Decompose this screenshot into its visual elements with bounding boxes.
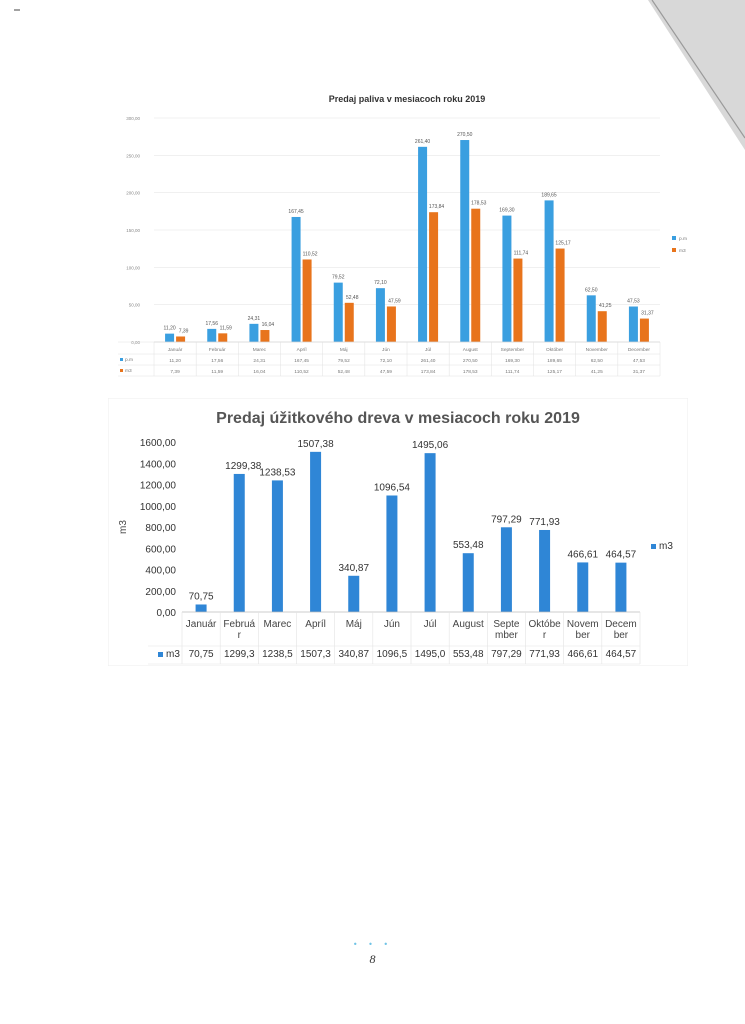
chart1-table-cell-m3: 41,25 [590,370,603,375]
chart2-bar-m3 [272,480,283,612]
chart1-table-cell-m3: 52,48 [337,370,350,375]
chart1-category-label: December [627,348,650,353]
chart1-category-label: Marec [252,348,267,353]
chart2-bar-m3 [425,453,436,612]
chart2-data-label: 70,75 [188,591,214,603]
chart1-bar-pm [376,288,385,342]
chart1-data-label-m3: 52,48 [345,294,359,301]
chart1-y-tick-label: 300,00 [126,116,140,121]
chart1-data-label-pm: 72,10 [374,280,387,287]
chart2-category-label: ber [613,630,629,641]
chart2-y-tick-label: 1000,00 [139,501,176,513]
chart1-data-label-pm: 47,53 [627,298,640,305]
chart2-category-label: Novem [566,619,599,630]
chart2-legend-label-m3: m3 [659,541,673,552]
chart1-table-cell-pm: 24,31 [253,359,266,364]
chart1-data-label-pm: 11,20 [163,325,176,332]
chart2-category-label: mber [495,630,518,641]
chart2-legend-swatch-m3 [651,544,656,549]
chart1-category-label: Február [208,348,226,353]
chart2-category-label: Máj [345,619,362,630]
chart2-category-label: r [542,630,547,641]
chart1-title: Predaj paliva v mesiacoch roku 2019 [328,94,486,104]
chart2-table-cell-m3: 464,57 [605,649,637,660]
chart2-category-label: Septe [493,619,520,630]
chart1-bar-m3 [640,319,649,342]
chart2-table-cell-m3: 797,29 [491,649,522,660]
chart1-data-label-pm: 79,52 [331,274,345,281]
chart1-data-label-pm: 189,65 [541,192,557,199]
chart1-category-label: Jún [382,348,390,353]
chart2-data-label: 466,61 [567,549,599,561]
chart2-y-tick-label: 1200,00 [139,480,176,492]
chart2-data-label: 1096,54 [373,482,410,494]
chart1-category-label: Júl [425,348,432,353]
chart1-data-label-pm: 169,30 [499,207,515,214]
chart2-y-tick-label: 0,00 [156,608,176,619]
chart1-legend-label-pm: p.m [679,237,687,242]
chart2-title: Predaj úžitkového dreva v mesiacoch roku 2019 [216,410,580,427]
fuel-sales-chart-svg [112,84,702,384]
chart1-bar-m3 [513,259,522,342]
chart1-bar-m3 [471,209,480,342]
chart1-legend-swatch-m3 [672,248,676,252]
chart1-data-label-m3: 111,74 [513,250,529,257]
chart2-y-tick-label: 800,00 [145,523,176,534]
chart2-table-cell-m3: 1299,3 [223,649,255,660]
chart1-data-label-m3: 41,25 [598,303,612,310]
chart1-table-cell-pm: 17,56 [211,359,224,364]
chart1-category-label: Október [546,348,564,353]
chart1-bar-pm [460,140,469,342]
chart1-table-cell-m3: 125,17 [547,370,562,375]
chart1-table-cell-m3: 47,59 [379,370,392,375]
chart1-legend-swatch-pm [672,236,676,240]
chart2-category-label: Jún [383,619,400,630]
chart2-data-label: 771,93 [529,516,560,528]
fuel-sales-chart [112,84,702,384]
chart1-table-cell-pm: 189,65 [547,359,562,364]
chart1-data-label-m3: 31,37 [641,310,654,317]
chart2-table-cell-m3: 1096,5 [376,649,408,660]
chart1-category-label: August [462,348,478,353]
chart1-category-label: Január [167,348,183,353]
chart2-bar-m3 [463,553,474,612]
chart2-category-label: Februá [223,619,256,630]
chart1-data-label-pm: 261,40 [414,138,431,145]
chart2-bar-m3 [234,474,245,612]
chart1-bar-pm [249,324,258,342]
chart2-table-cell-m3: 1507,3 [300,649,331,660]
chart1-data-label-m3: 7,39 [178,328,189,335]
chart1-table-key-m3 [120,369,123,372]
chart1-y-tick-label: 150,00 [126,228,140,233]
chart1-table-cell-pm: 169,30 [505,359,520,364]
chart1-legend-label-m3: m3 [679,249,686,254]
chart2-table-cell-m3: 340,87 [338,649,370,660]
chart1-bar-pm [502,216,511,342]
chart1-table-cell-pm: 11,20 [169,359,181,364]
chart1-category-label: Apríl [296,348,307,353]
chart1-data-label-m3: 110,52 [302,251,318,258]
chart1-data-label-pm: 270,50 [457,132,473,139]
chart1-table-row-label-pm: p.m [125,358,133,363]
timber-sales-chart [108,398,688,666]
chart1-table-cell-pm: 167,45 [294,359,309,364]
chart1-table-cell-pm: 62,50 [590,359,603,364]
chart2-table-cell-m3: 1238,5 [262,649,293,660]
chart2-category-label: August [452,619,484,630]
chart1-table-cell-m3: 173,84 [420,370,436,375]
chart2-table-row-label-m3: m3 [166,649,180,660]
chart2-data-label: 340,87 [338,562,370,574]
chart2-bar-m3 [196,604,207,612]
chart1-data-label-m3: 47,59 [388,298,401,305]
chart1-category-label: November [585,348,608,353]
chart2-table-cell-m3: 466,61 [567,649,599,660]
chart1-bar-m3 [556,249,565,342]
chart2-bar-m3 [501,527,512,612]
chart1-data-label-m3: 173,84 [428,204,445,211]
chart1-bar-pm [587,295,596,342]
chart1-data-label-pm: 167,45 [288,208,304,215]
chart1-table-key-pm [120,358,123,361]
chart1-bar-pm [418,147,427,342]
chart2-bar-m3 [310,452,321,612]
chart2-data-label: 1299,38 [225,460,262,472]
chart2-table-cell-m3: 771,93 [529,649,560,660]
chart2-table-cell-m3: 553,48 [452,649,484,660]
chart2-category-label: Decem [605,619,637,630]
chart2-y-tick-label: 200,00 [145,586,176,598]
chart1-category-label: Máj [339,348,348,353]
chart1-bar-pm [334,283,343,342]
chart1-table-cell-pm: 47,53 [632,359,645,364]
chart1-y-tick-label: 100,00 [126,265,140,271]
chart1-data-label-m3: 125,17 [555,240,571,247]
chart2-data-label: 1495,06 [412,440,449,452]
page-dots: • • • [352,940,393,949]
chart1-bar-m3 [387,306,396,342]
chart1-table-cell-m3: 7,39 [170,370,180,375]
chart1-data-label-pm: 62,50 [584,287,598,294]
chart2-data-label: 797,29 [491,514,522,526]
chart1-table-cell-m3: 178,53 [462,370,478,375]
chart1-y-tick-label: 250,00 [126,153,140,159]
chart1-table-cell-pm: 79,52 [337,359,350,364]
chart1-y-tick-label: 0,00 [131,340,140,345]
chart2-y-tick-label: 400,00 [145,565,176,577]
chart1-y-tick-label: 50,00 [128,302,140,308]
chart2-data-label: 553,48 [452,540,484,552]
chart2-bar-m3 [615,563,626,612]
chart2-data-label: 1507,38 [297,438,334,450]
chart2-category-label: ber [575,630,590,641]
chart1-table-cell-m3: 110,52 [294,370,309,375]
chart2-y-tick-label: 600,00 [145,544,176,556]
chart1-data-label-m3: 16,04 [261,322,275,329]
chart2-y-axis-label: m3 [118,520,129,534]
timber-sales-chart-svg [108,398,688,666]
chart2-table-cell-m3: 1495,0 [414,649,446,660]
chart1-bar-pm [292,217,301,342]
chart1-bar-m3 [429,212,438,342]
chart1-data-label-pm: 24,31 [247,315,261,322]
chart1-bar-pm [207,329,216,342]
chart2-y-tick-label: 1600,00 [139,438,176,449]
chart1-table-cell-pm: 72,10 [379,359,392,364]
chart1-bar-pm [629,307,638,342]
chart1-table-cell-pm: 270,50 [462,359,478,364]
chart1-category-label: September [500,348,525,353]
chart1-bar-pm [165,334,174,342]
page-number: 8 [369,952,376,966]
chart1-data-label-pm: 17,56 [205,320,219,327]
chart1-table-cell-m3: 31,37 [632,370,645,375]
chart1-bar-pm [545,200,554,342]
chart1-table-cell-pm: 261,40 [420,359,436,364]
chart1-background [112,84,702,384]
chart2-category-label: Októbe [528,619,561,630]
chart2-category-label: r [237,630,241,641]
chart1-data-label-m3: 178,53 [471,200,487,207]
chart2-bar-m3 [386,495,397,612]
chart2-data-label: 1238,53 [259,467,296,479]
chart2-table-cell-m3: 70,75 [188,649,214,660]
chart2-bar-m3 [348,576,359,612]
chart2-table-key-m3 [158,652,163,657]
chart2-y-tick-label: 1400,00 [139,459,176,471]
chart1-table-row-label-m3: m3 [125,369,132,374]
chart1-y-tick-label: 200,00 [126,190,140,196]
chart2-bar-m3 [539,530,550,612]
chart2-category-label: Júl [423,619,437,630]
chart2-data-label: 464,57 [605,549,637,561]
chart2-category-label: Marec [263,619,292,630]
chart2-category-label: Január [185,619,217,630]
chart1-table-cell-m3: 16,04 [253,370,266,375]
chart1-data-label-m3: 11,59 [219,325,232,332]
chart1-bar-m3 [303,259,312,342]
chart1-bar-m3 [218,333,227,342]
chart1-table-cell-m3: 11,59 [211,370,224,375]
chart2-bar-m3 [577,562,588,612]
chart1-bar-m3 [176,336,185,342]
chart1-bar-m3 [345,303,354,342]
chart1-bar-m3 [260,330,269,342]
chart2-category-label: Apríl [305,619,326,630]
chart1-bar-m3 [598,311,607,342]
chart1-table-cell-m3: 111,74 [505,370,520,375]
